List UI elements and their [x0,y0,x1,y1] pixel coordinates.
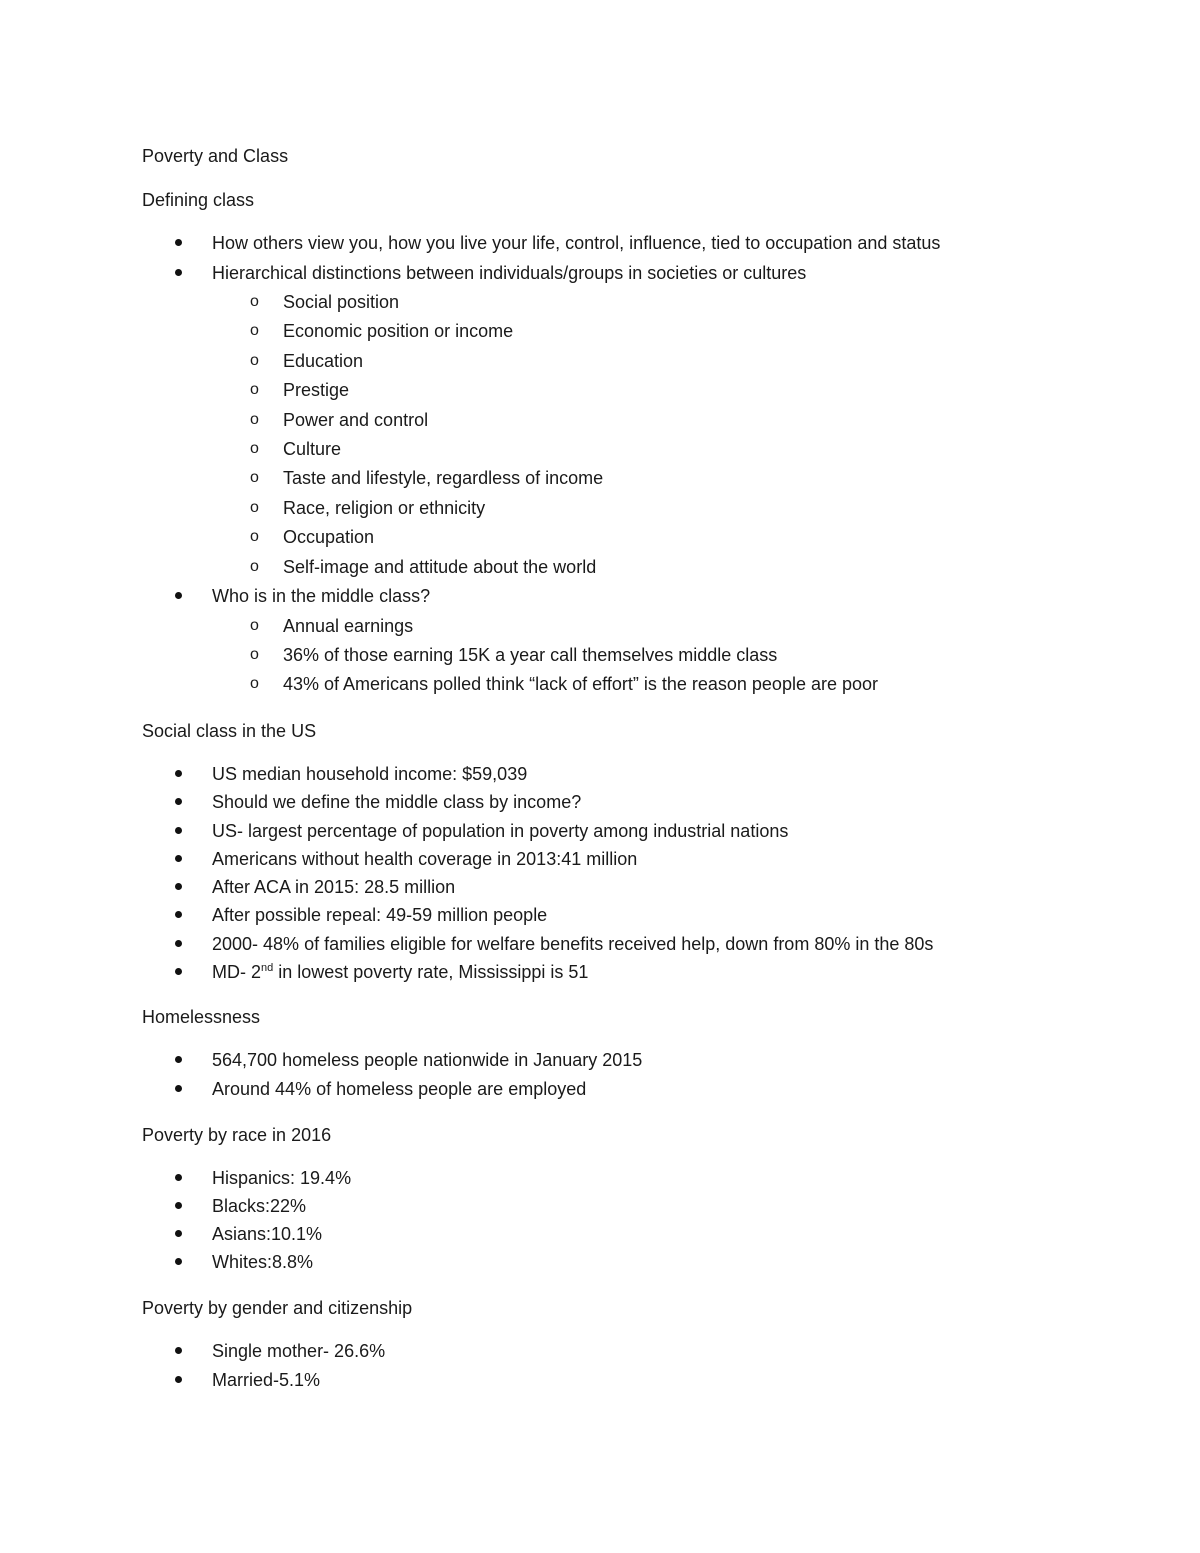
section-heading-poverty-by-race: Poverty by race in 2016 [142,1125,332,1145]
sub-bullet-icon: o [250,499,259,516]
bullet-icon [175,968,182,975]
sub-bullet-icon: o [250,528,259,545]
sub-bullet-icon: o [250,411,259,428]
bullet-icon [175,1258,182,1265]
bullet-icon [175,911,182,918]
bullet-icon [175,239,182,246]
bullet-icon [175,770,182,777]
sub-bullet-icon: o [250,293,259,310]
bullet-icon [175,269,182,276]
sub-bullet-icon: o [250,675,259,692]
sub-bullet-icon: o [250,440,259,457]
bullet-icon [175,940,182,947]
section-heading-poverty-by-gender: Poverty by gender and citizenship [142,1298,413,1318]
sub-bullet-icon: o [250,646,259,663]
bullet-icon [175,1056,182,1063]
bullet-icon [175,1230,182,1237]
section-heading-homelessness: Homelessness [142,1007,261,1027]
document-page: Poverty and Class Defining class How others view you, how you live your life, control, influence, tied to occupation and status Hierarchical distinctions between individuals/groups in societies or cultures o Social position o Economic position or income o Education o Prestige o Power and control o Culture o Taste and lifestyle, regardless of income o Race, religion or ethnicity o Occupation o Self-image and attitude about the world Who is in the middle class? o Annual earnings o 36% of those earning 15K a year call themselves middle class o 43% of Americans polled think “lack of effort” is the reason people are poor Social class in the US US median household income: $59,039 Should we define the middle class by income? US- largest percentage of population in poverty among industrial nations Americans without health coverage in 2013:41 million After ACA in 2015: 28.5 million After possible repeal: 49-59 million people 2000- 48% of families eligible for welfare benefits received help, down from 80% in the 80s MD- 2nd in lowest poverty rate, Mississippi is 51 Homelessness 564,700 homeless people nationwide in January 2015 Around 44% of homeless people are employed Poverty by race in 2016 Hispanics: 19.4% Blacks:22% Asians:10.1% Whites:8.8% Poverty by gender and citizenship Single mother- 26.6% Married-5.1% [142,146,941,1390]
bullet-icon [175,592,182,599]
bullet-icon [175,798,182,805]
sub-bullet-icon: o [250,617,259,634]
section-heading-social-class: Social class in the US [142,721,317,741]
sub-bullet-icon: o [250,469,259,486]
document-title: Poverty and Class [142,146,289,166]
sub-bullet-icon: o [250,558,259,575]
bullet-icon [175,855,182,862]
section-heading-defining-class: Defining class [142,190,255,210]
bullet-icon [175,1085,182,1092]
bullet-icon [175,1347,182,1354]
bullet-icon [175,827,182,834]
bullet-icon [175,883,182,890]
bullet-icon [175,1174,182,1181]
sub-bullet-icon: o [250,381,259,398]
sub-bullet-icon: o [250,352,259,369]
bullet-icon [175,1376,182,1383]
bullet-icon [175,1202,182,1209]
sub-bullet-icon: o [250,322,259,339]
